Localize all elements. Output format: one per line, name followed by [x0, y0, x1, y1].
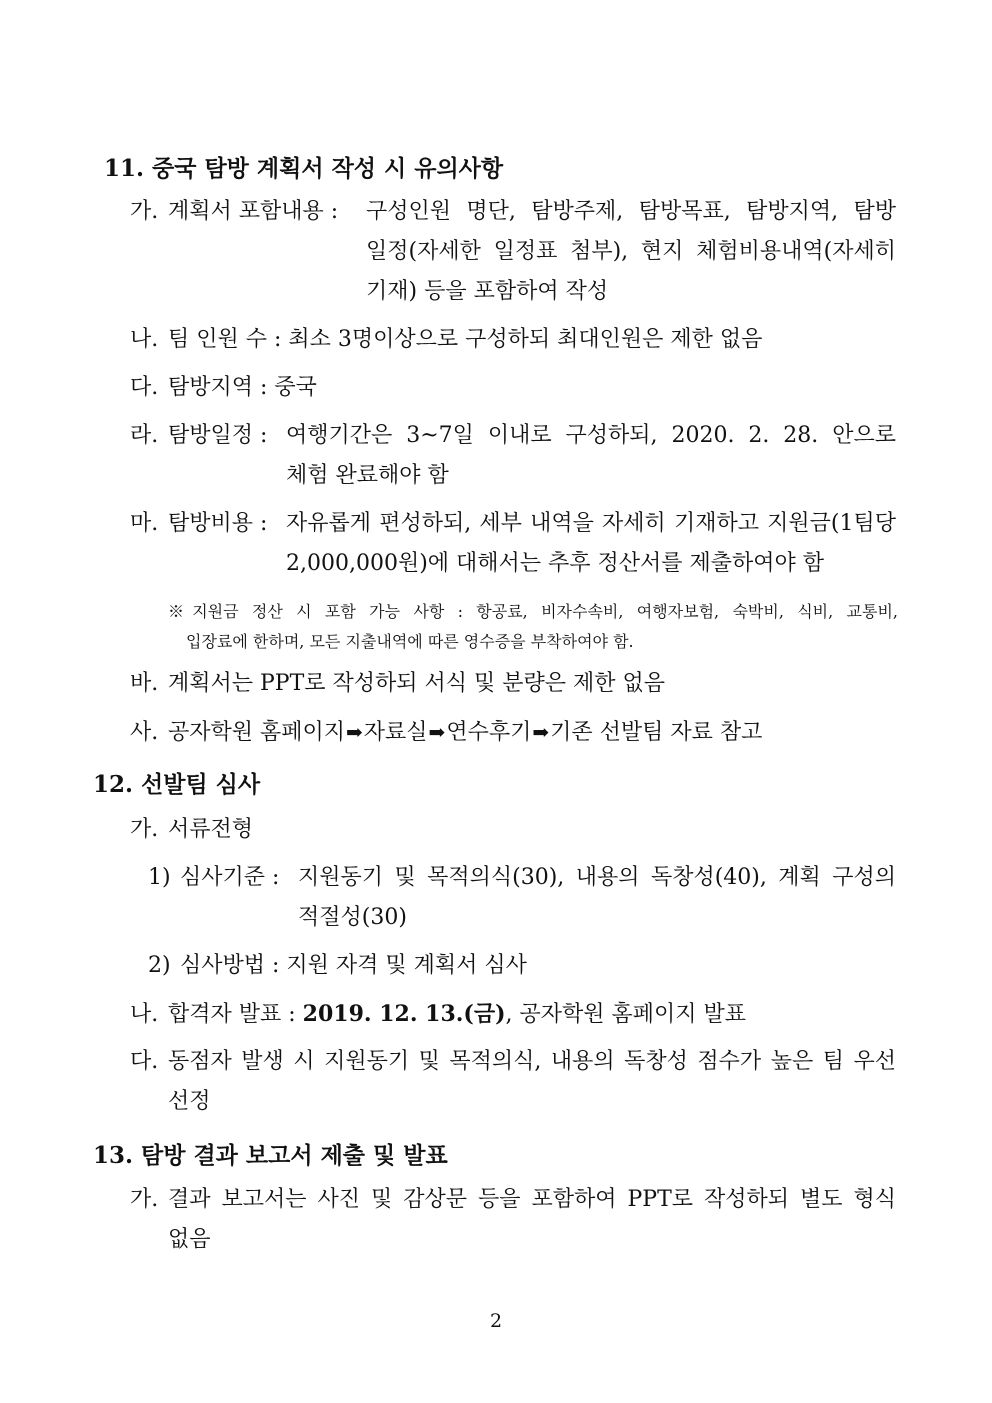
path-part-reference: 기존 선발팀 자료 참고	[550, 720, 763, 745]
item-text: 팀 인원 수 : 최소 3명이상으로 구성하되 최대인원은 제한 없음	[168, 327, 763, 352]
arrow-right-icon: ➡	[346, 720, 363, 744]
item-text: 심사방법 : 지원 자격 및 계획서 심사	[180, 953, 527, 978]
item-label: 탐방일정 :	[168, 423, 268, 448]
item-text: 탐방지역 : 중국	[168, 375, 317, 400]
note-line-1: ※지원금 정산 시 포함 가능 사항 : 항공료, 비자수속비, 여행자보험, 숙박비, 식비, 교통비,	[168, 602, 898, 621]
item-12-ga	[130, 810, 253, 850]
item-marker: 가.	[130, 1187, 159, 1212]
item-text: 동점자 발생 시 지원동기 및 목적의식, 내용의 독창성 점수가 높은 팀 우선 선정	[168, 1049, 896, 1114]
item-12-1	[148, 858, 896, 938]
note-line-2: 입장료에 한하며, 모든 지출내역에 따른 영수증을 부착하여야 함.	[186, 632, 634, 651]
item-label: 계획서 포함내용 :	[168, 199, 339, 224]
arrow-right-icon: ➡	[428, 720, 446, 744]
item-text: 구성인원 명단, 탐방주제, 탐방목표, 탐방지역, 탐방 일정(자세한 일정표 첨부), 현지 체험비용내역(자세히 기재) 등을 포함하여 작성	[366, 199, 896, 304]
item-13-ga	[130, 1180, 896, 1260]
item-text: 서류전형	[168, 817, 254, 842]
arrow-right-icon: ➡	[532, 720, 550, 744]
item-11-ga	[130, 192, 896, 312]
item-marker: 1)	[148, 865, 171, 890]
item-11-sa	[130, 712, 762, 753]
item-12-2	[148, 946, 527, 986]
item-marker: 나.	[130, 327, 159, 352]
item-11-da	[130, 368, 317, 408]
item-text: 여행기간은 3~7일 이내로 구성하되, 2020. 2. 28. 안으로 체험 완료해야 함	[286, 423, 896, 488]
item-marker: 바.	[130, 671, 159, 696]
announcement-date: 2019. 12. 13.(금)	[302, 1001, 506, 1027]
item-label: 탐방비용 :	[168, 511, 268, 536]
item-11-ma	[130, 504, 896, 584]
item-text: 결과 보고서는 사진 및 감상문 등을 포함하여 PPT로 작성하되 별도 형식 없음	[168, 1187, 896, 1252]
item-marker: 사.	[130, 720, 159, 745]
item-marker: 가.	[130, 817, 159, 842]
path-part-reviews: 연수후기	[446, 720, 532, 745]
item-text: 계획서는 PPT로 작성하되 서식 및 분량은 제한 없음	[168, 671, 666, 696]
item-12-da	[130, 1042, 896, 1122]
item-marker: 가.	[130, 199, 159, 224]
item-11-na	[130, 320, 762, 360]
item-marker: 다.	[130, 375, 159, 400]
item-marker: 마.	[130, 511, 159, 536]
item-text: 지원동기 및 목적의식(30), 내용의 독창성(40), 계획 구성의 적절성(30)	[298, 865, 896, 930]
page-number: 2	[489, 1310, 503, 1332]
item-marker: 2)	[148, 953, 171, 978]
section-13-heading: 13. 탐방 결과 보고서 제출 및 발표	[93, 1142, 448, 1169]
path-part-archive: 자료실	[363, 720, 428, 745]
item-11-ba	[130, 664, 665, 704]
item-12-na	[130, 994, 746, 1035]
item-text: , 공자학원 홈페이지 발표	[505, 1002, 746, 1027]
item-marker: 나.	[130, 1002, 159, 1027]
section-11-heading: 11. 중국 탐방 계획서 작성 시 유의사항	[104, 155, 504, 182]
item-text: 자유롭게 편성하되, 세부 내역을 자세히 기재하고 지원금(1팀당 2,000,000원)에 대해서는 추후 정산서를 제출하여야 함	[286, 511, 896, 576]
item-label: 합격자 발표 :	[168, 1002, 296, 1027]
path-part-homepage: 공자학원 홈페이지	[168, 720, 346, 745]
item-marker: 라.	[130, 423, 159, 448]
item-label: 심사기준 :	[180, 865, 280, 890]
item-marker: 다.	[130, 1049, 159, 1074]
item-11-ra	[130, 416, 896, 496]
section-12-heading: 12. 선발팀 심사	[93, 771, 261, 798]
